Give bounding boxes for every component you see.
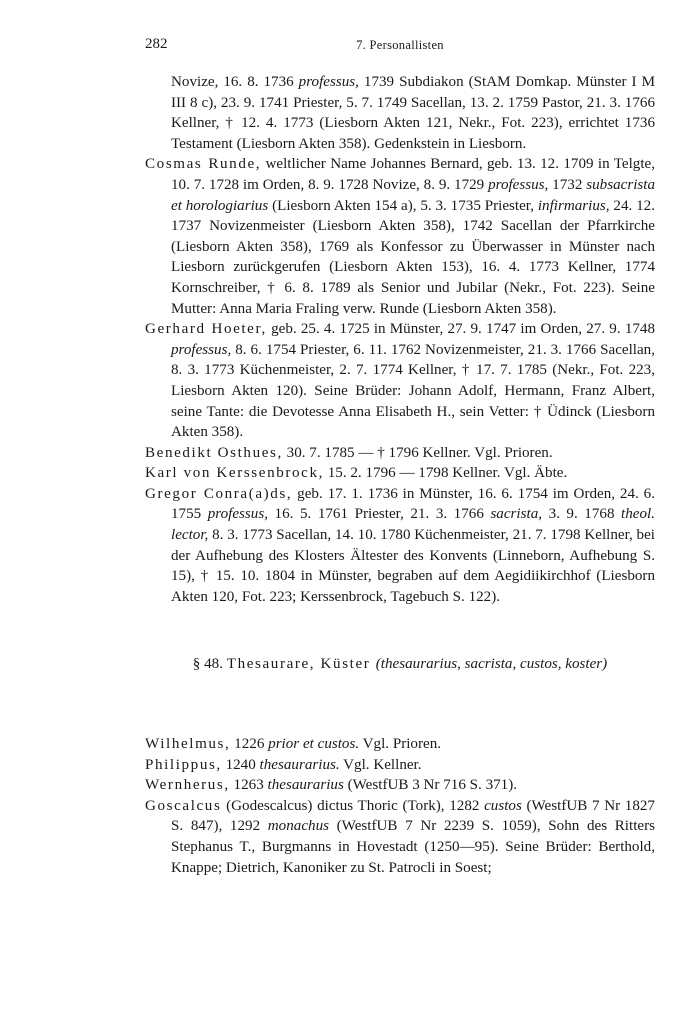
section-heading: § 48. Thesaurare, Küster (thesaurarius, sacrista, custos, koster) (192, 656, 608, 672)
running-title: 7. Personallisten (356, 38, 444, 52)
entry-name: Cosmas Runde, (145, 156, 262, 173)
entry-gerhard-hoeter: Gerhard Hoeter, geb. 25. 4. 1725 in Münster, 27. 9. 1747 im Orden, 27. 9. 1748 professus, 8. 6. 1754 Priester, 6. 11. 1762 Novizenmeister, 21. 3. 1766 Sacellan, 8. 3. 1773 Küchenmeister, 2. 7. 1774 Kellner, † 17. 7. 1785 (Nekr., Fot. 223, Liesborn Akten 120). Seine Brüder: Johann Adolf, Hermann, Franz Albert, seine Tante: die Devotesse Anna Elisabeth H., sein Vetter: † Üdinck (Liesborn Akten 358). (145, 321, 656, 441)
entry-name: Wernherus, (145, 777, 230, 794)
entry-cosmas-runde: Cosmas Runde, weltlicher Name Johannes Bernard, geb. 13. 12. 1709 in Telgte, 10. 7. 1728 im Orden, 8. 9. 1728 Novize, 8. 9. 1729 professus, 1732 subsacrista et horologiarius (Liesborn Akten 154 a), 5. 3. 1735 Priester, infirmarius, 24. 12. 1737 Novizenmeister (Liesborn Akten 358), 1742 Sacellan der Pfarrkirche (Liesborn Akten 358), 1769 als Konfessor zu Überwasser in Münster nach Liesborn zurückgerufen (Liesborn Akten 153), 16. 4. 1773 Kellner, 1774 Kornschreiber, † 6. 8. 1789 als Senior und Jubilar (Nekr., Fot. 223). Seine Mutter: Anna Maria Fraling verw. Runde (Liesborn Akten 358). (145, 156, 656, 317)
entry-name: Gerhard Hoeter, (145, 321, 267, 338)
entry-name: Goscalcus (145, 797, 222, 814)
entry-goscalcus: Goscalcus (Godescalcus) dictus Thoric (Tork), 1282 custos (WestfUB 7 Nr 1827 S. 847), 1292 monachus (WestfUB 7 Nr 2239 S. 1059), Sohn des Ritters Stephanus T., Burgmanns in Hovestadt (1250—95). Seine Brüder: Berthold, Knappe; Dietrich, Kanoniker zu St. Patrocli in Soest; (145, 797, 655, 876)
entry-karl-von-kerssenbrock: Karl von Kerssenbrock, 15. 2. 1796 — 1798 Kellner. Vgl. Äbte. (145, 465, 568, 482)
entry-name: Wilhelmus, (145, 736, 231, 752)
page-header (145, 36, 655, 56)
entry-wilhelmus: Wilhelmus, 1226 prior et custos. Vgl. Prioren. (145, 736, 442, 752)
entry-name: Philippus, (145, 756, 222, 773)
entry-name: Karl von Kerssenbrock, (145, 465, 324, 482)
entry-name: Gregor Conra(a)ds, (145, 485, 293, 502)
entry-philippus: Philippus, 1240 thesaurarius. Vgl. Kellner. (145, 756, 422, 773)
entry-continuation: Novize, 16. 8. 1736 professus, 1739 Subdiakon (StAM Domkap. Münster I M III 8 c), 23. 9. 1741 Priester, 5. 7. 1749 Sacellan, 13. 2. 1759 Pastor, 21. 3. 1766 Kellner, † 12. 4. 1773 (Liesborn Akten 121, Nekr., Fot. 223), errichtet 1736 Testament (Liesborn Akten 358). Gedenkstein in Liesborn. (171, 74, 655, 152)
entry-gregor-conraads: Gregor Conra(a)ds, geb. 17. 1. 1736 in Münster, 16. 6. 1754 im Orden, 24. 6. 1755 professus, 16. 5. 1761 Priester, 21. 3. 1766 sacrista, 3. 9. 1768 theol. lector, 8. 3. 1773 Sacellan, 14. 10. 1780 Küchenmeister, 21. 7. 1798 Kellner, bei der Aufhebung des Klosters Ältester des Konvents (Linneborn, Aufhebung S. 15), † 15. 10. 1804 in Münster, begraben auf dem Aegidiikirchhof (Liesborn Akten 120, Fot. 223; Kerssenbrock, Tagebuch S. 122). (145, 485, 656, 605)
entry-list-thesaurare (145, 734, 655, 878)
entry-wernherus: Wernherus, 1263 thesaurarius (WestfUB 3 Nr 716 S. 371). (145, 777, 518, 794)
entry-list-kellner (145, 72, 655, 607)
entry-name: Benedikt Osthues, (145, 444, 283, 461)
entry-benedikt-osthues: Benedikt Osthues, 30. 7. 1785 — † 1796 Kellner. Vgl. Prioren. (145, 444, 553, 461)
page-number: 282 (145, 36, 168, 52)
